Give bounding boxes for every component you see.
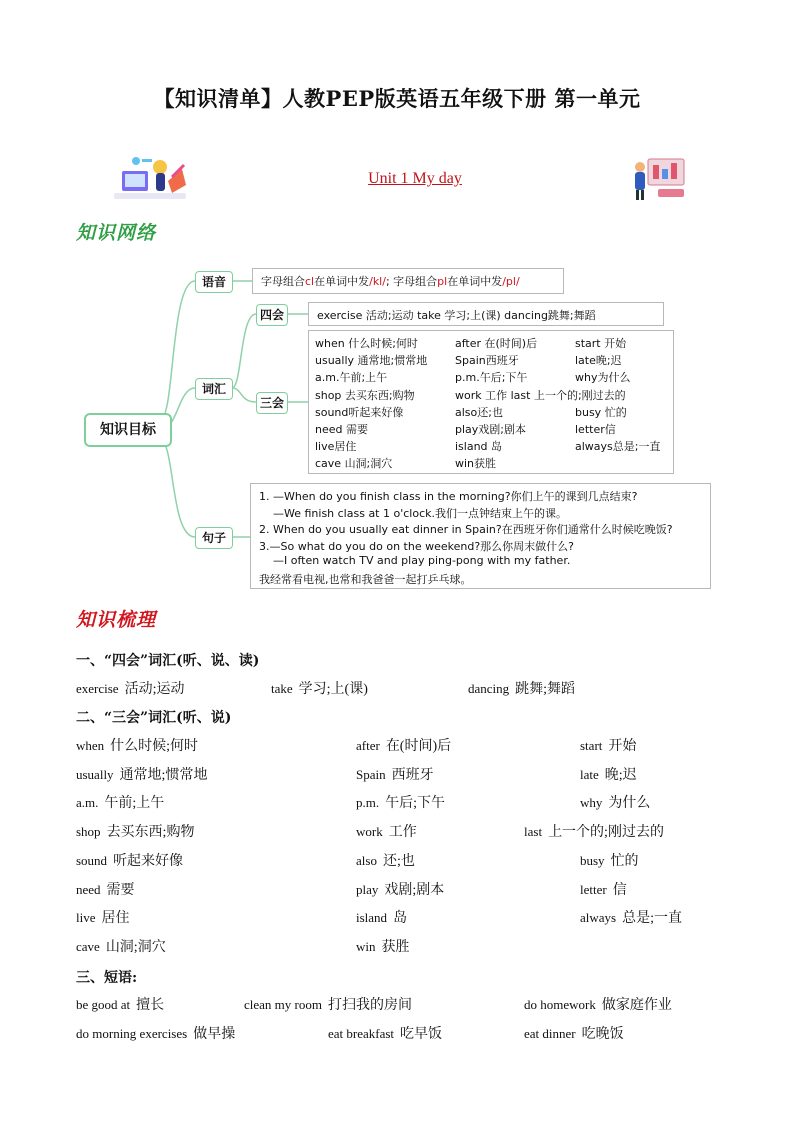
- mindmap-node-three-skills: 三会: [256, 392, 288, 414]
- vocab-english: late: [580, 766, 599, 782]
- vocab-entry: [356, 735, 451, 755]
- vocab-chinese: 打扫我的房间: [327, 998, 412, 1013]
- vocab-english: win: [356, 938, 376, 954]
- vocab-chinese: 戏剧;剧本: [384, 882, 445, 898]
- vocab-chinese: 做早操: [193, 1026, 236, 1042]
- vocab-row: [76, 850, 716, 872]
- vocab-row: [76, 735, 716, 757]
- vocab-row: [76, 678, 716, 700]
- unit-title: Unit 1 My day: [368, 170, 462, 187]
- vocab-chinese: 需要: [106, 882, 135, 898]
- vocab-english: dancing: [468, 681, 510, 696]
- vocab-chinese: 开始: [608, 739, 637, 754]
- three-skills-entry: sound听起来好像: [315, 405, 404, 419]
- vocab-chinese: 山洞;洞穴: [105, 939, 166, 955]
- vocab-chinese: 岛: [393, 911, 408, 927]
- vocab-english: need: [76, 881, 101, 897]
- phonics-text: 在单词中发: [447, 275, 503, 288]
- vocab-english: last: [524, 824, 543, 840]
- phonics-text: ; 字母组合: [385, 275, 438, 288]
- mindmap-root-label: 知识目标: [100, 422, 156, 438]
- vocab-english: play: [356, 881, 379, 897]
- vocab-entry: [356, 850, 415, 870]
- three-skills-entry: when 什么时候;何时: [315, 337, 418, 350]
- vocab-entry: [356, 879, 444, 899]
- section2-heading: 二、“三会”词汇(听、说): [76, 710, 232, 726]
- vocab-chinese: 擅长: [136, 998, 165, 1013]
- vocab-entry: [328, 1023, 442, 1043]
- vocab-english: always: [580, 910, 617, 926]
- vocab-entry: [580, 907, 682, 927]
- vocab-chinese: 为什么: [608, 796, 651, 812]
- vocab-chinese: 吃晚饭: [581, 1026, 624, 1042]
- vocab-chinese: 活动;运动: [124, 682, 185, 697]
- three-skills-entry: work 工作 last 上一个的;刚过去的: [455, 388, 626, 402]
- vocab-entry: [244, 994, 412, 1014]
- vocab-english: clean my room: [244, 997, 322, 1012]
- three-skills-entry: island 岛: [455, 440, 503, 454]
- vocab-entry: [580, 850, 639, 870]
- mindmap-node-vocabulary: 词汇: [195, 378, 233, 400]
- vocab-entry: [580, 735, 636, 755]
- vocab-chinese: 做家庭作业: [601, 998, 672, 1013]
- three-skills-entry: always总是;一直: [575, 440, 661, 454]
- vocab-chinese: 在(时间)后: [385, 739, 452, 754]
- vocab-chinese: 吃早饭: [400, 1026, 443, 1042]
- sentence-line: 2. When do you usually eat dinner in Spain?在西班牙你们通常什么时候吃晚饭?: [259, 523, 673, 536]
- vocab-entry: [76, 936, 166, 956]
- vocab-english: usually: [76, 766, 114, 782]
- vocab-english: start: [580, 738, 603, 753]
- section1-heading: 一、“四会”词汇(听、说、读): [76, 653, 260, 669]
- three-skills-entry: need 需要: [315, 423, 368, 436]
- vocab-english: exercise: [76, 681, 119, 696]
- vocab-entry: [76, 994, 164, 1014]
- vocab-row: [76, 1023, 716, 1045]
- vocab-entry: [356, 764, 434, 784]
- sentence-line: 我经常看电视,也常和我爸爸一起打乒乓球。: [259, 572, 472, 586]
- sentence-line: —We finish class at 1 o'clock.我们一点钟结束上午的课。: [259, 506, 567, 520]
- vocab-entry: [76, 907, 130, 927]
- vocab-chinese: 西班牙: [391, 767, 434, 783]
- vocab-entry: [580, 764, 637, 784]
- vocab-chinese: 忙的: [610, 853, 639, 869]
- vocab-entry: [524, 821, 664, 841]
- vocab-chinese: 跳舞;舞蹈: [515, 682, 576, 697]
- vocab-chinese: 总是;一直: [622, 911, 682, 927]
- vocab-chinese: 听起来好像: [113, 853, 184, 869]
- vocab-chinese: 获胜: [381, 939, 410, 955]
- vocab-chinese: 学习;上(课): [298, 682, 368, 697]
- phonics-highlight: /pl/: [502, 275, 520, 288]
- vocab-row: [76, 792, 716, 814]
- vocab-english: when: [76, 738, 105, 753]
- three-skills-entry: Spain西班牙: [455, 354, 519, 368]
- vocab-chinese: 通常地;惯常地: [119, 767, 208, 783]
- three-skills-entry: p.m.午后;下午: [455, 371, 528, 385]
- vocab-entry: [356, 821, 417, 841]
- phonics-box: [252, 268, 564, 294]
- vocab-chinese: 午后;下午: [385, 796, 446, 812]
- three-skills-entry: shop 去买东西;购物: [315, 388, 415, 402]
- phonics-text: 在单词中发: [314, 275, 370, 288]
- vocab-chinese: 还;也: [382, 853, 415, 869]
- vocab-chinese: 信: [612, 882, 627, 898]
- vocab-english: be good at: [76, 997, 131, 1012]
- vocab-english: after: [356, 738, 380, 753]
- vocab-english: eat dinner: [524, 1025, 576, 1041]
- section-tag-knowledge-network: 知识网络: [76, 222, 157, 244]
- vocab-entry: [76, 735, 198, 755]
- three-skills-box: [308, 330, 674, 474]
- vocab-entry: [76, 678, 184, 698]
- page-title: 【知识清单】人教PEP版英语五年级下册 第一单元: [153, 86, 641, 111]
- vocab-entry: [580, 792, 650, 812]
- mindmap-node-sentences: 句子: [195, 527, 233, 549]
- vocab-english: shop: [76, 824, 101, 840]
- vocab-chinese: 什么时候;何时: [110, 739, 199, 754]
- vocab-english: a.m.: [76, 795, 99, 811]
- vocab-english: do morning exercises: [76, 1025, 188, 1041]
- vocab-chinese: 上一个的;刚过去的: [548, 825, 664, 841]
- vocab-entry: [524, 994, 672, 1014]
- three-skills-entry: play戏剧;剧本: [455, 423, 526, 436]
- vocab-english: work: [356, 824, 383, 840]
- vocab-english: eat breakfast: [328, 1025, 395, 1041]
- three-skills-entry: win获胜: [455, 457, 497, 471]
- phonics-text: 字母组合: [261, 275, 305, 288]
- mindmap-root: [84, 413, 172, 447]
- three-skills-entry: busy 忙的: [575, 405, 627, 419]
- vocab-english: sound: [76, 852, 108, 868]
- vocab-entry: [76, 1023, 235, 1043]
- three-skills-entry: cave 山洞;洞穴: [315, 457, 393, 471]
- three-skills-entry: live居住: [315, 440, 357, 454]
- vocab-english: do homework: [524, 997, 596, 1012]
- three-skills-entry: after 在(时间)后: [455, 337, 538, 350]
- vocab-english: live: [76, 910, 96, 926]
- vocab-entry: [76, 821, 194, 841]
- section3-heading: 三、短语:: [76, 970, 138, 986]
- vocab-row: [76, 936, 716, 958]
- vocab-entry: [356, 936, 410, 956]
- four-skills-line: exercise 活动;运动 take 学习;上(课) dancing跳舞;舞蹈: [317, 309, 596, 322]
- vocab-english: p.m.: [356, 795, 380, 811]
- vocab-entry: [356, 792, 445, 812]
- mindmap-node-four-skills: 四会: [256, 304, 288, 326]
- vocab-row: [76, 994, 716, 1016]
- vocab-entry: [580, 879, 627, 899]
- sentence-line: —I often watch TV and play ping-pong with my father.: [259, 554, 571, 567]
- vocab-english: letter: [580, 881, 607, 897]
- vocab-chinese: 工作: [388, 825, 417, 841]
- vocab-entry: [76, 850, 183, 870]
- three-skills-entry: also还;也: [455, 405, 503, 419]
- three-skills-entry: a.m.午前;上午: [315, 371, 388, 385]
- three-skills-entry: usually 通常地;惯常地: [315, 354, 428, 368]
- vocab-row: [76, 821, 716, 843]
- vocab-english: busy: [580, 852, 605, 868]
- vocab-entry: [76, 792, 164, 812]
- three-skills-entry: late晚;迟: [575, 354, 622, 368]
- vocab-row: [76, 764, 716, 786]
- vocab-row: [76, 879, 716, 901]
- sentence-line: 1. —When do you finish class in the morning?你们上午的课到几点结束?: [259, 490, 638, 503]
- four-skills-box: [308, 302, 664, 326]
- phonics-highlight: /kl/: [369, 275, 386, 288]
- vocab-entry: [524, 1023, 624, 1043]
- section-tag-knowledge-sort: 知识梳理: [76, 609, 157, 631]
- vocab-english: Spain: [356, 766, 386, 782]
- three-skills-entry: why为什么: [575, 371, 631, 385]
- phonics-highlight: pl: [437, 275, 448, 288]
- vocab-chinese: 居住: [101, 911, 130, 927]
- vocab-chinese: 去买东西;购物: [106, 825, 195, 841]
- phonics-highlight: cl: [305, 275, 315, 288]
- vocab-row: [76, 907, 716, 929]
- vocab-english: take: [271, 681, 293, 696]
- sentence-line: 3.—So what do you do on the weekend?那么你周末做什么?: [259, 539, 575, 553]
- vocab-chinese: 晚;迟: [604, 767, 637, 783]
- three-skills-entry: start 开始: [575, 337, 627, 350]
- mindmap-node-phonics: 语音: [195, 271, 233, 293]
- vocab-entry: [76, 879, 135, 899]
- vocab-entry: [271, 678, 368, 698]
- vocab-entry: [76, 764, 207, 784]
- vocab-english: island: [356, 910, 388, 926]
- sentences-box: [250, 483, 711, 589]
- vocab-chinese: 午前;上午: [104, 796, 165, 812]
- phonics-line: [261, 273, 520, 289]
- three-skills-entry: letter信: [575, 423, 616, 436]
- vocab-english: cave: [76, 938, 100, 954]
- vocab-entry: [356, 907, 407, 927]
- vocab-english: why: [580, 795, 603, 811]
- vocab-entry: [468, 678, 575, 698]
- vocab-english: also: [356, 852, 377, 868]
